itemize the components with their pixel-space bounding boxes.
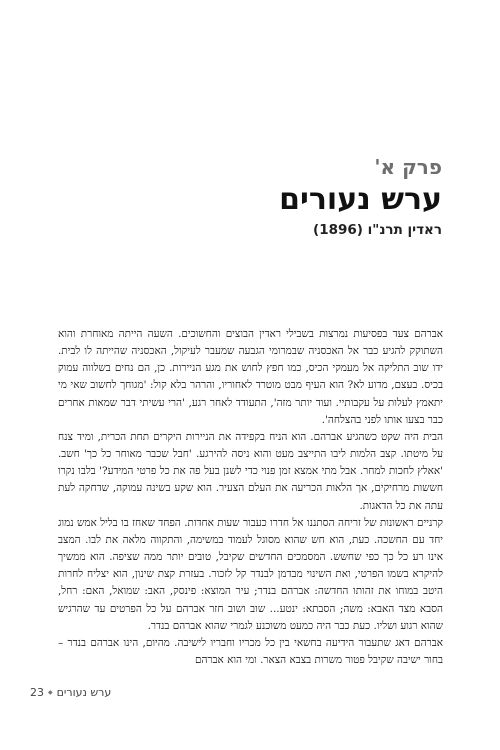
body-text: [58, 326, 443, 669]
chapter-subtitle: ראדין תרנ"ו (1896): [313, 222, 442, 238]
paragraph: אברהם צעד בפסיעות נמרצות בשבילי ראדין הבוצים והחשוכים. השעה הייתה מאוחרת והוא השתוקק להגיע כבר אל האכסניה שבמרומי הגבעה שמעבר לעיקול, האכסניה שהייתה לו לבית. ידו שוב התליקה אל מעמקי הכיס, כמו חפץ לחוש את מגע הניירות. כן, הם נחים בשלווה עמוק בכיס. בעצם, מדוע לא? הוא העיף מבט מוטרד לאחוריו, והרהר בלא קול: 'מגוחך לחשוב שאי מי יתאמץ לעלות על עקבותיי. ועוד יותר מזה', התעודד לאחר רגע, 'הרי עשיתי דבר שמאות אחרים כבר בצעו אותו לפני בהצלחה'.: [58, 328, 443, 426]
paragraph: הבית היה שקט כשהגיע אברהם. הוא הניח בקפידה את הניירות היקרים תחת הכרית, ומיד צנח על מיטתו. קצב הלמות ליבו התייצב מעט והוא ניסה להירגע. 'חבל שכבר מאוחר כל כך' חשב. 'אאלץ לחכות למחר. אבל מתי אמצא זמן פנוי כדי לשנן בעל פה את כל פרטי המידע?' בלבו נקרו חששות מרחיקים, אך הלאות הכריעה את העלם הצעיר. הוא שקע בשינה עמוקה, שדחקה לעת עתה את כל הדאגות.: [58, 430, 443, 512]
running-title: ערש נעורים: [56, 686, 112, 699]
paragraph: קרניים ראשונות של זריחה הסתננו אל חדרו כעבור שעות אחדות. הפחד שאחז בו בליל אמש נמוג יחד עם החשכה. כעת, הוא חש שהוא מסוגל לעמוד במשימה, והתקווה מלאה את לבו. המצב אינו רע כל כך כפי שחשש. המסמכים החדשים שקיבל, טובים יותר ממה שציפה. הוא ממשיך להיקרא בשמו הפרטי, ואת השינוי מבדמן לבנדר קל לזכור. בעזרת קצת שינון, הוא יצליח לחרות היטב במוחו את זהותו החדשה: אברהם בנדר; עיר המוצא: פינסק, האב: שמואל, האם: רחל, הסבא מצד האבא: משה; הסבתא: ינטע... שוב ושוב חזר אברהם על כל הפרטים עד שהרגיש שהוא רגוע ושליו. כעת כבר היה כמעט משוכנע לגמרי שהוא אברהם בנדר.: [58, 516, 443, 632]
chapter-label: פרק א': [374, 155, 442, 179]
paragraph: אברהם דאג שתעבור הידיעה בחשאי בין כל מכריו וחבריו לישיבה. מהיום, הינו אברהם בנדר – בחור ישיבה שקיבל פטור משרות בצבא הצאר. ומי הוא אברהם: [58, 636, 443, 666]
page-footer: [30, 686, 111, 699]
diamond-separator-icon: ◆: [48, 689, 53, 696]
page-number: 23: [30, 686, 44, 699]
chapter-title: ערש נעורים: [279, 182, 442, 217]
